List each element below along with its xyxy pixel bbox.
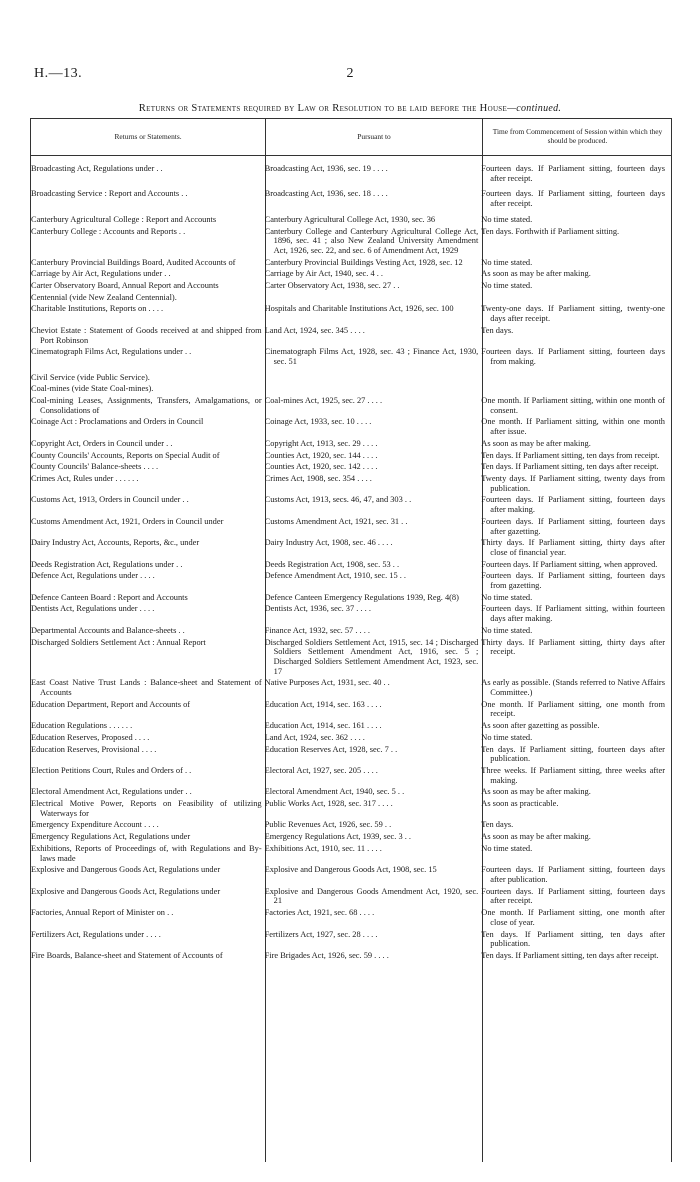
time-cell: Fourteen days. If Parliament sitting, fourteen days after gazetting. [481,516,665,536]
table-row [31,517,671,536]
returns-cell: Education Department, Report and Accounts of [31,699,191,709]
returns-cell: Fire Boards, Balance-sheet and Statement of Accounts of [31,950,223,960]
table-row [31,593,671,603]
time-cell: Ten days. [481,820,514,830]
returns-cell: Customs Act, 1913, Orders in Council under . . [31,495,189,505]
returns-cell: Emergency Regulations Act, Regulations under [31,832,191,842]
time-cell: No time stated. [481,257,533,267]
page-title-suffix: —continued. [507,103,562,114]
time-cell [481,384,671,394]
returns-cell: Customs Amendment Act, 1921, Orders in Council under [31,516,224,526]
time-cell: No time stated. [481,214,533,224]
time-cell [481,293,671,303]
table-row [31,462,671,472]
returns-cell: Broadcasting Service : Report and Accounts . . [31,189,188,199]
table-row [31,951,671,961]
pursuant-cell: Explosive and Dangerous Goods Act, 1908, sec. 15 [264,865,437,875]
pursuant-cell: Native Purposes Act, 1931, sec. 40 . . [264,678,390,688]
pursuant-cell: Land Act, 1924, sec. 362 . . . . [264,732,365,742]
table-row [31,626,671,636]
time-cell: Fourteen days. If Parliament sitting, when approved. [481,559,658,569]
table-row [31,281,671,291]
table-row [31,538,671,557]
returns-cell: Defence Canteen Board : Report and Accounts [31,592,188,602]
returns-cell: Civil Service (vide Public Service). [31,372,150,382]
table-row [31,678,671,697]
pursuant-cell: Fire Brigades Act, 1926, sec. 59 . . . . [264,950,389,960]
column-header-time: Time from Commencement of Session within which they should be produced. [492,127,663,145]
time-cell: As soon as may be after making. [481,438,591,448]
pursuant-cell: Crimes Act, 1908, sec. 354 . . . . [264,473,372,483]
returns-cell: Election Petitions Court, Rules and Orders of . . [31,765,192,775]
pursuant-cell: Hospitals and Charitable Institutions Act, 1926, sec. 100 [264,304,454,314]
pursuant-cell: Coal-mines Act, 1925, sec. 27 . . . . [264,396,383,406]
returns-cell: Copyright Act, Orders in Council under . . [31,438,173,448]
pursuant-cell [265,373,482,383]
table-row [31,930,671,949]
time-cell: Ten days. If Parliament sitting, ten days after publication. [481,929,665,949]
returns-cell: Electoral Amendment Act, Regulations under . . [31,787,192,797]
table-row [31,820,671,830]
returns-table [30,118,672,1162]
pursuant-cell: Carter Observatory Act, 1938, sec. 27 . . [264,281,400,291]
page-number: 2 [346,66,354,81]
returns-cell: County Councils' Balance-sheets . . . . [31,462,159,472]
pursuant-cell: Public Works Act, 1928, sec. 317 . . . . [264,799,393,809]
pursuant-cell: Defence Canteen Emergency Regulations 1939, Reg. 4(8) [264,592,459,602]
time-cell: Ten days. If Parliament sitting, ten days from receipt. [481,450,660,460]
time-cell: Thirty days. If Parliament sitting, thirty days after receipt. [481,637,665,657]
pursuant-cell: Dentists Act, 1936, sec. 37 . . . . [264,604,371,614]
header-divider [31,155,671,156]
table-row [31,384,671,394]
table-row [31,347,671,366]
returns-cell: Centennial (vide New Zealand Centennial). [31,292,177,302]
pursuant-cell: Canterbury Agricultural College Act, 1930, sec. 36 [264,214,436,224]
pursuant-cell: Defence Amendment Act, 1910, sec. 15 . . [264,571,407,581]
time-cell: As soon as practicable. [481,799,559,809]
table-row [31,787,671,797]
table-row [31,439,671,449]
time-cell: Thirty days. If Parliament sitting, thirty days after close of financial year. [481,538,665,557]
time-cell: Fourteen days. If Parliament sitting, within fourteen days after making. [481,604,665,624]
time-cell: No time stated. [481,281,533,291]
time-cell: Ten days. [481,325,514,335]
time-cell: Ten days. Forthwith if Parliament sitting. [481,226,620,236]
table-row [31,495,671,514]
time-cell [481,373,671,383]
returns-cell: Education Regulations . . . . . . [31,721,133,731]
time-cell: Fourteen days. If Parliament sitting, fourteen days after publication. [481,865,665,884]
pursuant-cell [265,384,482,394]
page-title [30,103,670,114]
time-cell: Fourteen days. If Parliament sitting, fourteen days from gazetting. [481,571,665,591]
pursuant-cell: Land Act, 1924, sec. 345 . . . . [264,325,365,335]
returns-cell: Emergency Expenditure Account . . . . [31,820,159,830]
returns-cell: Electrical Motive Power, Reports on Feasibility of utilizing Waterways for [31,799,262,818]
table-row [31,721,671,731]
time-cell: Fourteen days. If Parliament sitting, fourteen days after receipt. [481,886,665,906]
pursuant-cell: Customs Act, 1913, secs. 46, 47, and 303 . . [264,495,412,505]
table-row [31,326,671,345]
table-row [31,258,671,268]
returns-cell: Charitable Institutions, Reports on . . . . [31,304,164,314]
table-row [31,766,671,785]
table-row [31,887,671,906]
returns-cell: Carter Observatory Board, Annual Report and Accounts [31,281,219,291]
page-header [34,66,666,86]
table-row [31,164,671,183]
time-cell: No time stated. [481,592,533,602]
time-cell: No time stated. [481,843,533,853]
time-cell: As early as possible. (Stands referred to Native Affairs Committee.) [481,678,665,698]
pursuant-cell: Emergency Regulations Act, 1939, sec. 3 . . [264,832,412,842]
pursuant-cell: Education Act, 1914, sec. 163 . . . . [264,699,382,709]
returns-cell: Cheviot Estate : Statement of Goods received at and shipped from Port Robinson [31,325,262,345]
returns-cell: Canterbury Agricultural College : Report and Accounts [31,214,217,224]
time-cell: Fourteen days. If Parliament sitting, fourteen days from making. [481,347,665,366]
returns-cell: Defence Act, Regulations under . . . . [31,571,155,581]
pursuant-cell: Dairy Industry Act, 1908, sec. 46 . . . . [264,538,393,548]
time-cell: Fourteen days. If Parliament sitting, fourteen days after receipt. [481,189,665,209]
pursuant-cell: Education Act, 1914, sec. 161 . . . . [264,721,382,731]
pursuant-cell: Canterbury College and Canterbury Agricultural College Act, 1896, sec. 41 ; also New Zealand University Amendment Act, 1926, sec. 22, and sec. 6 of Amendment Act, 1929 [264,226,479,255]
document-reference: H.—13. [34,66,83,81]
table-row [31,745,671,764]
returns-cell: Education Reserves, Provisional . . . . [31,744,157,754]
table-row [31,733,671,743]
pursuant-cell: Fertilizers Act, 1927, sec. 28 . . . . [264,929,378,939]
time-cell: Ten days. If Parliament sitting, fourteen days after publication. [481,744,665,764]
column-header-pursuant-to: Pursuant to [357,131,391,141]
time-cell: Fourteen days. If Parliament sitting, fourteen days after making. [481,495,665,515]
pursuant-cell: Explosive and Dangerous Goods Amendment Act, 1920, sec. 21 [264,886,479,906]
time-cell: One month. If Parliament sitting, one month after close of year. [481,908,665,927]
time-cell: One month. If Parliament sitting, within one month of consent. [481,396,665,415]
table-row [31,227,671,256]
returns-cell: Carriage by Air Act, Regulations under . . [31,269,171,279]
returns-cell: County Councils' Accounts, Reports on Special Audit of [31,450,220,460]
pursuant-cell: Counties Act, 1920, sec. 142 . . . . [264,462,378,472]
pursuant-cell: Factories Act, 1921, sec. 68 . . . . [264,908,375,918]
returns-cell: Departmental Accounts and Balance-sheets . . [31,625,185,635]
table-row [31,189,671,208]
table-row [31,700,671,719]
returns-cell: Broadcasting Act, Regulations under . . [31,164,163,173]
pursuant-cell: Deeds Registration Act, 1908, sec. 53 . . [264,559,400,569]
returns-cell: Canterbury College : Accounts and Reports . . [31,226,186,236]
returns-cell: Dentists Act, Regulations under . . . . [31,604,155,614]
table-row [31,293,671,303]
returns-cell: Education Reserves, Proposed . . . . [31,732,150,742]
time-cell: Three weeks. If Parliament sitting, three weeks after making. [481,765,665,785]
table-row [31,604,671,623]
table-row [31,474,671,493]
pursuant-cell: Counties Act, 1920, sec. 144 . . . . [264,450,378,460]
pursuant-cell: Broadcasting Act, 1936, sec. 18 . . . . [264,189,388,199]
table-row [31,269,671,279]
table-row [31,560,671,570]
time-cell: As soon after gazetting as possible. [481,721,600,731]
returns-cell: East Coast Native Trust Lands : Balance-sheet and Statement of Accounts [31,678,262,698]
table-row [31,799,671,818]
returns-cell: Explosive and Dangerous Goods Act, Regulations under [31,865,221,875]
returns-cell: Coinage Act : Proclamations and Orders in Council [31,417,204,427]
time-cell: Ten days. If Parliament sitting, ten days after receipt. [481,950,659,960]
table-row [31,396,671,415]
returns-cell: Crimes Act, Rules under . . . . . . [31,473,139,483]
returns-cell: Coal-mines (vide State Coal-mines). [31,384,154,394]
pursuant-cell: Education Reserves Act, 1928, sec. 7 . . [264,744,398,754]
pursuant-cell: Carriage by Air Act, 1940, sec. 4 . . [264,269,384,279]
returns-cell: Fertilizers Act, Regulations under . . . . [31,929,161,939]
table-row [31,832,671,842]
table-row [31,844,671,863]
table-row [31,865,671,884]
time-cell: As soon as may be after making. [481,269,591,279]
pursuant-cell: Coinage Act, 1933, sec. 10 . . . . [264,417,372,427]
pursuant-cell: Canterbury Provincial Buildings Vesting Act, 1928, sec. 12 [264,257,463,267]
pursuant-cell: Electoral Act, 1927, sec. 205 . . . . [264,765,378,775]
table-body [31,164,671,963]
time-cell: One month. If Parliament sitting, within one month after issue. [481,417,665,437]
returns-cell: Canterbury Provincial Buildings Board, Audited Accounts of [31,257,236,267]
table-row [31,304,671,323]
page-title-main: Returns or Statements required by Law or Resolution to be laid before the House [138,103,508,114]
table-row [31,373,671,383]
pursuant-cell: Cinematograph Films Act, 1928, sec. 43 ; Finance Act, 1930, sec. 51 [264,347,479,366]
pursuant-cell: Copyright Act, 1913, sec. 29 . . . . [264,438,378,448]
table-row [31,451,671,461]
returns-cell: Explosive and Dangerous Goods Act, Regulations under [31,886,221,896]
returns-cell: Factories, Annual Report of Minister on . . [31,908,174,918]
time-cell: Fourteen days. If Parliament sitting, fourteen days after receipt. [481,164,665,183]
pursuant-cell: Public Revenues Act, 1926, sec. 59 . . [264,820,392,830]
time-cell: Ten days. If Parliament sitting, ten days after receipt. [481,462,659,472]
returns-cell: Discharged Soldiers Settlement Act : Annual Report [31,637,206,647]
pursuant-cell: Customs Amendment Act, 1921, sec. 31 . . [264,516,408,526]
pursuant-cell: Finance Act, 1932, sec. 57 . . . . [264,625,370,635]
pursuant-cell: Electoral Amendment Act, 1940, sec. 5 . . [264,787,405,797]
pursuant-cell: Exhibitions Act, 1910, sec. 11 . . . . [264,843,382,853]
returns-cell: Coal-mining Leases, Assignments, Transfers, Amalgamations, or Consolidations of [31,396,262,415]
returns-cell: Exhibitions, Reports of Proceedings of, with Regulations and By-laws made [31,843,262,863]
time-cell: No time stated. [481,625,533,635]
table-row [31,638,671,677]
table-row [31,908,671,927]
time-cell: As soon as may be after making. [481,832,591,842]
column-header-returns: Returns or Statements. [114,131,182,141]
time-cell: Twenty-one days. If Parliament sitting, twenty-one days after receipt. [481,304,665,324]
returns-cell: Dairy Industry Act, Accounts, Reports, &c., under [31,538,200,548]
pursuant-cell: Discharged Soldiers Settlement Act, 1915, sec. 14 ; Discharged Soldiers Settlement Amendment Act, 1916, sec. 5 ; Discharged Soldiers Settlement Amendment Act, 1923, sec. 17 [264,637,479,676]
pursuant-cell: Broadcasting Act, 1936, sec. 19 . . . . [264,164,388,173]
table-row [31,417,671,436]
pursuant-cell [265,293,482,303]
returns-cell: Deeds Registration Act, Regulations under . . [31,559,183,569]
time-cell: No time stated. [481,732,533,742]
table-row [31,571,671,590]
time-cell: As soon as may be after making. [481,787,591,797]
time-cell: One month. If Parliament sitting, one month from receipt. [481,699,665,719]
returns-cell: Cinematograph Films Act, Regulations under . . [31,347,192,357]
time-cell: Twenty days. If Parliament sitting, twenty days from publication. [481,473,665,493]
table-row [31,215,671,225]
